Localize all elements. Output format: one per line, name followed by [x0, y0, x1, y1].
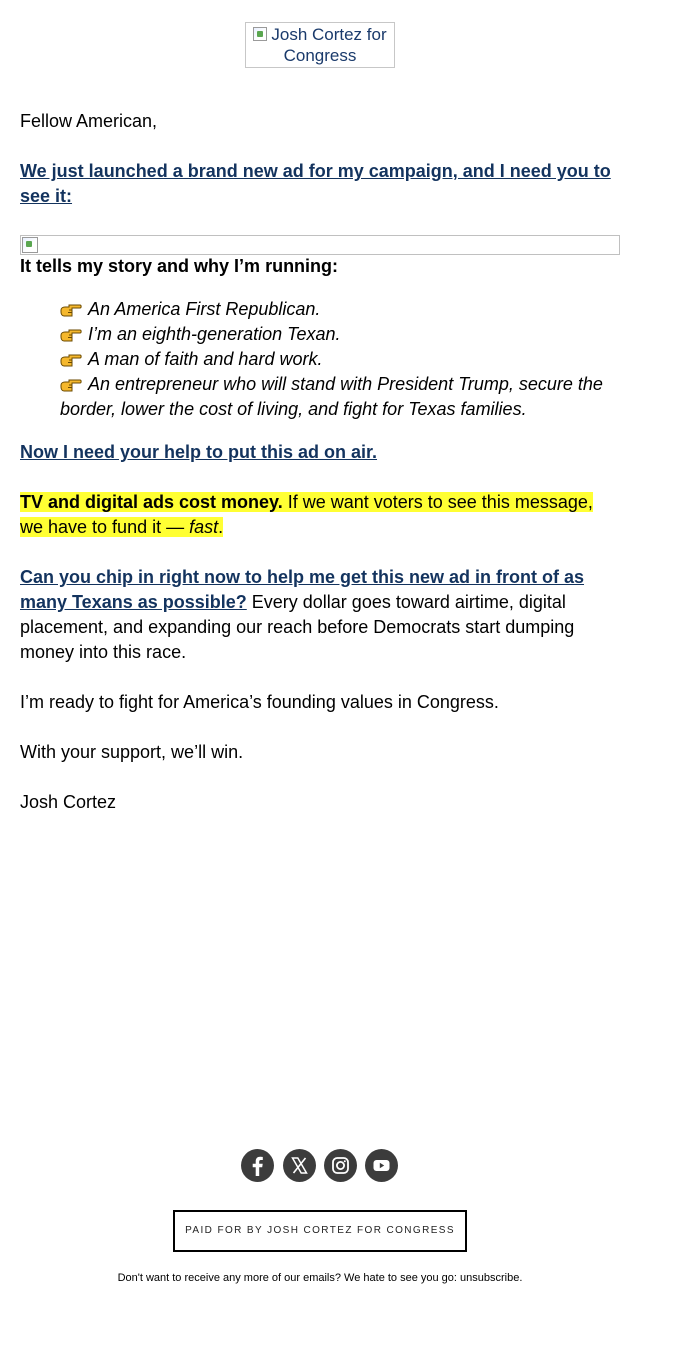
story-heading: It tells my story and why I’m running:: [20, 256, 339, 276]
funding-end: .: [218, 517, 224, 537]
unsubscribe-line: [0, 1272, 640, 1284]
unsubscribe-end: .: [519, 1272, 523, 1284]
paid-for-disclaimer: PAID FOR BY JOSH CORTEZ FOR CONGRESS: [173, 1210, 467, 1252]
funding-paragraph: [20, 490, 620, 540]
intro-paragraph: [20, 159, 620, 209]
broken-image-icon: [22, 237, 38, 253]
pointing-hand-icon: [60, 352, 82, 368]
funding-italic: fast: [189, 517, 219, 537]
list-item: [60, 347, 620, 372]
list-item: [60, 322, 620, 347]
x-icon[interactable]: [283, 1149, 316, 1182]
unsubscribe-link[interactable]: unsubscribe: [460, 1272, 520, 1284]
pointing-hand-icon: [60, 377, 82, 393]
chip-in-link[interactable]: Can you chip in right now to help me get this new ad in front of as many Texans as possible?: [20, 567, 585, 612]
funding-highlight: [20, 492, 593, 537]
instagram-icon[interactable]: [324, 1149, 357, 1182]
chip-text: Every dollar goes toward airtime, digital placement, and expanding our reach before Democrats start dumping money into this race.: [20, 592, 575, 662]
youtube-icon[interactable]: [365, 1149, 398, 1182]
chip-paragraph: [20, 565, 620, 665]
pointing-hand-icon: [60, 302, 82, 318]
broken-image-icon: [253, 27, 267, 41]
logo-alt-text: Josh Cortez for Congress: [271, 25, 387, 65]
point-text: An America First Republican.: [88, 299, 321, 319]
social-links: [241, 1149, 401, 1183]
need-help-link[interactable]: Now I need your help to put this ad on air.: [20, 442, 378, 462]
point-text: An entrepreneur who will stand with President Trump, secure the border, lower the cost of living, and fight for Texas families.: [60, 374, 603, 419]
funding-text: If we want voters to see this message, we have to fund it —: [20, 492, 593, 537]
campaign-logo[interactable]: [245, 22, 395, 68]
list-item: [60, 372, 620, 422]
ready-paragraph: I’m ready to fight for America’s founding values in Congress.: [20, 692, 499, 712]
list-item: [60, 297, 620, 322]
need-help-paragraph: [20, 440, 377, 465]
support-paragraph: With your support, we’ll win.: [20, 742, 244, 762]
ad-image[interactable]: [20, 235, 620, 255]
point-text: A man of faith and hard work.: [88, 349, 323, 369]
point-text: I’m an eighth-generation Texan.: [88, 324, 341, 344]
intro-link[interactable]: We just launched a brand new ad for my campaign, and I need you to see it:: [20, 161, 611, 206]
story-points-list: [60, 297, 620, 422]
pointing-hand-icon: [60, 327, 82, 343]
funding-bold: TV and digital ads cost money.: [20, 492, 283, 512]
unsubscribe-text: Don't want to receive any more of our emails? We hate to see you go:: [117, 1272, 461, 1284]
facebook-icon[interactable]: [241, 1149, 274, 1182]
greeting: Fellow American,: [20, 111, 158, 131]
signature: Josh Cortez: [20, 792, 117, 812]
